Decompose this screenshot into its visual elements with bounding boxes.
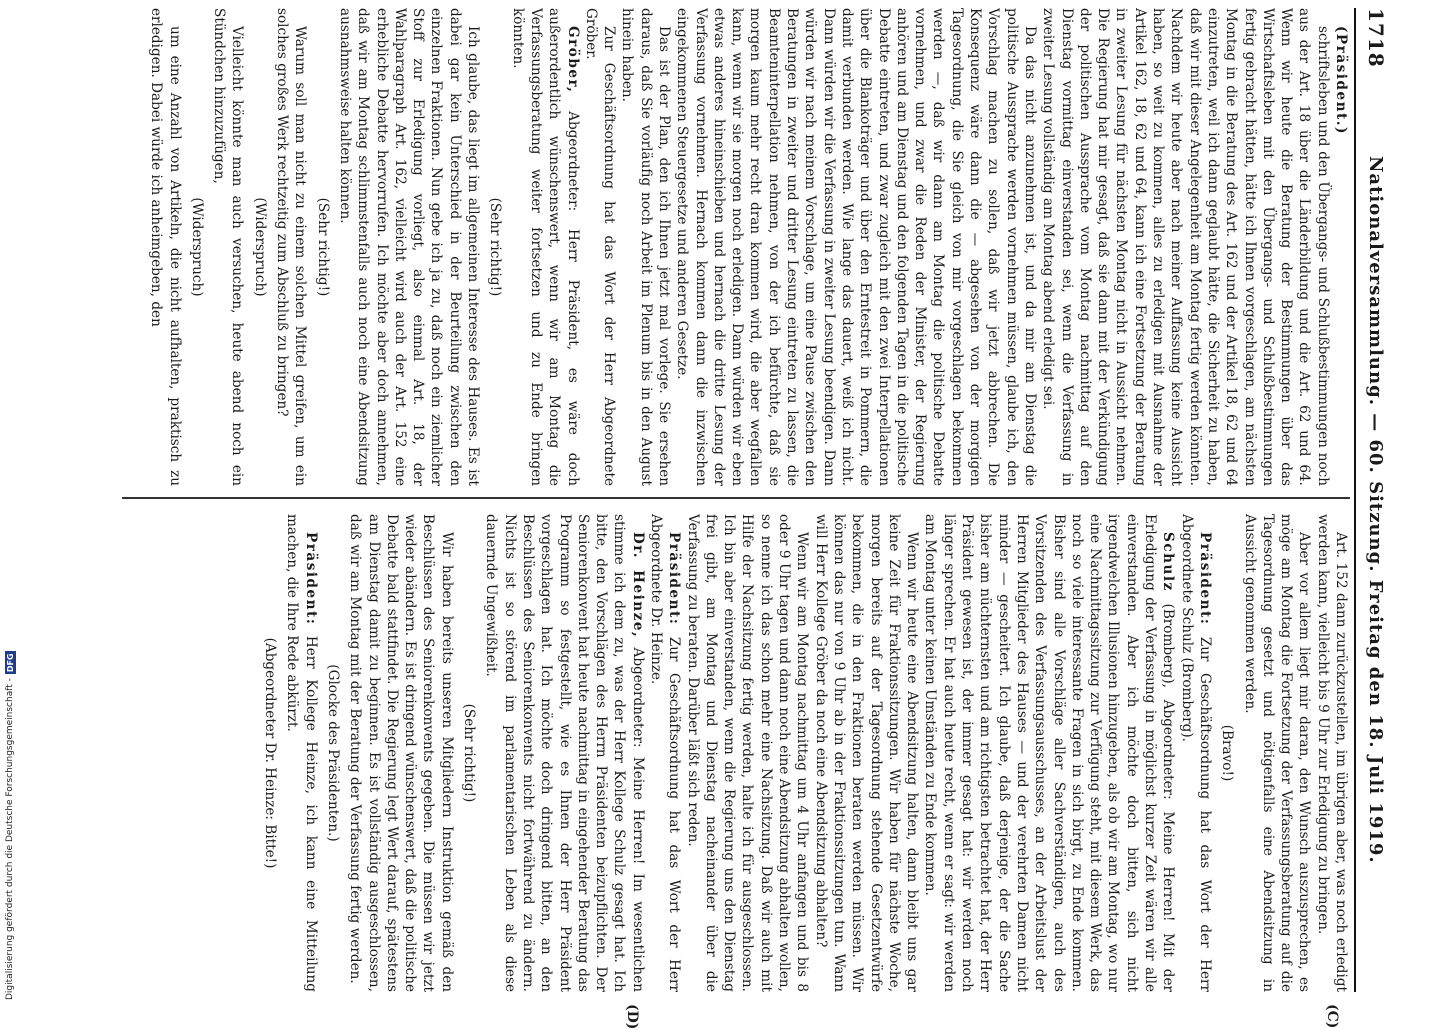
paragraph-text: Abgeordneter: Herr Präsident, es wäre doch außerordentlich wünschenswert, wenn wir am Montag die Verfassungsberatung weiter fortsetzen und zu Ende bringen könnten. <box>509 8 581 486</box>
digitization-credit <box>2 604 18 1000</box>
paragraph-text: Da das nicht anzunehmen ist, und da mir am Dienstag die politische Aussprache werden vornehmen müssen, glaube ich, den Vorschlag machen zu sollen, daß wir jetzt abbrechen. Die Konsequenz wäre dann die — abgesehen von der morgigen Tagesordnung, die Sie gleich von mir vorgeschlagen bekommen werden —, daß wir dann am Montag die politische Debatte vornehmen, und zwar die Reden der Minister, der Regierung anhören und am Dienstag und den folgenden Tagen in die politische Debatte eintreten, und zwar zugleich mit den zwei Interpellationen über die Blankoträger und über den Erntestreit in Pommern, die damit verbunden werden. Wie lange das dauert, weiß ich nicht. Dann würden wir die Verfassung in zweiter Lesung beendigen. Dann würden wir nach meinem Vorschlage, um eine Pause zwischen den Beratungen in zweiter und dritter Lesung eintreten zu lassen, die Beamteninterpellation nehmen, von der ich befürchte, daß sie morgen kaum mehr recht dran kommen wird, die aber wegfallen kann, wenn wir sie morgen noch erledigen. Dann würden wir eben etwas anderes hineinschieben und hernach die dritte Lesung der Verfassung vornehmen. Hernach kommen dann die inzwischen eingekommenen Steuergesetze und anderen Gesetze. <box>674 8 1038 486</box>
speaker-name: Präsident: <box>666 532 683 626</box>
paragraph-text: (Sehr richtig!) <box>461 703 478 803</box>
paragraph-text: Wir haben bereits unseren Mitgliedern Instruktion gemäß den Beschlüssen des Seniorenkonvents gegeben. Die müssen wir jetzt wieder abändern. Es ist dringend wünschenswert, daß die politische Debatte bald stattfindet. Die Regierung legt Wert darauf, spätestens am Dienstag damit zu beginnen. Es ist vollständig ausgeschlossen, daß wir am Montag mit der Beratung der Verfassung fertig werden. <box>347 514 455 992</box>
paragraph-text: Zur Geschäftsordnung hat das Wort der Herr Abgeordnete Schulz (Bromberg). <box>1178 514 1213 992</box>
paragraph <box>210 8 247 486</box>
paragraph <box>261 514 279 992</box>
margin-marker-d: (D) <box>624 1004 640 1029</box>
dfg-logo: DFG <box>5 653 15 673</box>
paragraph-text: (Abgeordneter Dr. Heinze: Bitte!) <box>262 637 279 869</box>
paragraph-text: Aber vor allem liegt mir daran, den Wunsch auszusprechen, es möge am Montag die Fortsetzung der Verfassungsberatung auf die Tagesordnung gesetzt und nötigenfalls eine Abendsitzung in Aussicht genommen werden. <box>1241 514 1313 992</box>
paragraph <box>1218 514 1236 992</box>
paragraph-text: (Bravo!) <box>1219 724 1236 782</box>
paragraph <box>1332 8 1350 486</box>
paragraph-text: (Bromberg), Abgeordneter: Meine Herren! Mit der Erledigung der Verfassung in möglichst kurzer Zeit wären wir alle einverstanden. Aber ich möchte doch bitten, sich nicht irgendwelchen Illusionen hinzugeben, als ob wir am Montag, wo nur eine Nachmittagssitzung zur Verfügung steht, mit diesem Werk, das noch so viele interessante Fragen in sich birgt, zu Ende kommen. Bisher sind alle Vorschläge aller Sachverständigen, auch des Vorsitzenden des Verfassungsausschusses, an der Arbeitslust der Herren Mitglieder des Hauses — und der verehrten Damen nicht minder — gescheitert. Ich glaube, daß derjenige, der die Sache bisher am nüchternsten und am richtigsten betrachtet hat, der Herr Präsident gewesen ist, der immer gesagt hat: wir werden noch länger sprechen. Er hat auch heute recht, wenn er sagt: wir werden am Montag unter keinen Umständen zu Ende kommen. <box>922 514 1177 992</box>
paragraph-text: (Widerspruch) <box>188 197 205 297</box>
paragraph-text: (Glocke des Präsidenten.) <box>324 664 341 842</box>
paragraph <box>336 8 482 486</box>
paragraph-text: schriftsleben und den Übergangs- und Schlußbestimmungen noch aus der Art. 18 über die Länderbildung und die Art. 62 und 64. Wenn wir heute die Beratung der Bestimmungen über das Wirtschaftsleben mit den Übergangs- und Schlußbestimmungen fertig gebracht hätten, hätte ich Ihnen vorgeschlagen, am nächsten Montag in die Beratung des Art. 162 und der Artikel 18, 62 und 64 einzutreten, weil ich dann geglaubt hätte, die Sicherheit zu haben, daß wir mit dieser Angelegenheit am Montag fertig werden könnten. Nachdem wir heute aber nach meiner Auffassung keine Aussicht haben, so weit zu kommen, alles zu erledigen mit Ausnahme der Artikel 162, 18, 62 und 64, kann ich eine Fortsetzung der Beratung in zweiter Lesung für nächsten Montag nicht in Aussicht nehmen. Die Regierung hat mir gesagt, daß sie dann mit der Verkündigung der politischen Aussprache vom Montag nachmittag auf den Dienstag vormittag einverstanden sei, wenn die Verfassung in zweiter Lesung vollständig am Montag abend erledigt sei. <box>1040 8 1331 486</box>
margin-marker-c: (C) <box>1324 1004 1340 1029</box>
paragraph <box>921 514 1177 992</box>
paragraph <box>1313 514 1350 992</box>
paragraph <box>508 8 581 486</box>
paragraph-text: Abgeordneter: Meine Herren! Im wesentlichen stimme ich dem zu, was der Herr Kollege Schulz gesagt hat. Ich bitte, den Vorschlägen des Herrn Präsidenten beizupflichten. Der Seniorenkonvent hat heute nachmittag in eingehender Beratung das Programm so festgestellt, wie es Ihnen der Herr Präsident vorgeschlagen hat. Ich möchte doch dringend bitten, an den Beschlüssen des Seniorenkonvents nicht fortwährend zu ändern. Nichts ist so störend im parlamentarischen Leben als diese dauernde Ungewißheit. <box>483 514 646 992</box>
paragraph-text: Art. 152 dann zurückzustellen, im übrigen aber, was noch erledigt werden kann, vielleicht bis 9 Uhr zur Erledigung zu bringen. <box>1314 514 1349 992</box>
paragraph <box>346 514 456 992</box>
paragraph <box>683 514 811 992</box>
speaker-name: (Präsident.) <box>1333 26 1349 135</box>
page-number: 1718 <box>1364 8 1388 68</box>
paragraph <box>673 8 1039 486</box>
paragraph-text: um eine Anzahl von Artikeln, die nicht aufhalten, praktisch zu erledigen. Dabei würde ich anheimgeben, den <box>148 8 183 486</box>
paragraph-text: Zur Geschäftsordnung hat das Wort der Herr Abgeordnete Dr. Heinze. <box>648 514 683 992</box>
paragraph <box>1240 514 1313 992</box>
paragraph <box>250 8 268 486</box>
page-header <box>1354 8 1396 992</box>
paragraph-text: Das ist der Plan, den ich Ihnen jetzt mal vorlege. Sie ersehen daraus, daß Sie vorläufig noch Arbeit im Plenum bis in den August hinein haben. <box>619 8 673 486</box>
paragraph <box>283 514 320 992</box>
speaker-name: Schulz <box>1160 532 1177 592</box>
text-column-right <box>120 514 1350 992</box>
paragraph <box>486 8 504 486</box>
paragraph <box>482 514 647 992</box>
paragraph <box>188 8 206 486</box>
paragraph <box>313 8 331 486</box>
paragraph-text: Vielleicht könnte man auch versuchen, heute abend noch ein Stündchen hinzuzufügen, <box>211 8 246 486</box>
paragraph-text: Warum soll man nicht zu einem solchen Mittel greifen, um ein solches großes Werk rechtzeitig zum Abschluß zu bringen? <box>274 8 309 486</box>
paragraph <box>1177 514 1214 992</box>
paragraph <box>147 8 184 486</box>
speaker-name: Gröber, <box>564 26 581 94</box>
paragraph <box>273 8 310 486</box>
speaker-name: Dr. Heinze, <box>629 532 646 639</box>
speaker-name: Präsident: <box>1196 532 1213 626</box>
paragraph-text: Herr Kollege Heinze, ich kann eine Mitteilung machen, die Ihre Rede abkürzt. <box>284 514 319 992</box>
paragraph <box>1039 8 1332 486</box>
credit-text: Digitalisierung gefördert durch die Deutsche Forschungsgemeinschaft - <box>5 678 15 1000</box>
text-column-left <box>120 8 1350 486</box>
paragraph-text: Wenn wir am Montag nachmittag um 4 Uhr anfangen und bis 8 oder 9 Uhr tagen und dann noch eine Abendsitzung abhalten wollen, so nenne ich das schon mehr eine Nachsitzung. Daß wir auch mit Hilfe der Nachsitzung fertig werden, halte ich für ausgeschlossen. Ich bin aber einverstanden, wenn die Regierung uns den Dienstag frei gibt, am Montag und Dienstag nacheinander über die Verfassung zu beraten. Darüber läßt sich reden. <box>684 514 811 992</box>
paragraph-text: Ich glaube, das liegt im allgemeinen Interesse des Hauses. Es ist dabei gar kein Unterschied in der Beurteilung zwischen den einzelnen Fraktionen. Nun gebe ich ja zu, daß noch ein ziemlicher Stoff zur Erledigung vorliegt, also einmal Art. 18, der Wahlparagraph Art. 162, vielleicht wird auch der Art. 152 eine erhebliche Debatte hervorrufen. Ich möchte aber doch annehmen, daß wir am Montag schlimmstenfalls auch noch eine Abendsitzung ausnahmsweise halten können. <box>336 8 482 486</box>
column-divider <box>122 497 1350 499</box>
paragraph-text: (Sehr richtig!) <box>487 197 504 297</box>
paragraph <box>582 8 619 486</box>
paragraph-text: Wenn wir heute eine Abendsitzung halten, dann bleibt uns gar keine Zeit für Fraktionssitzungen. Wir haben für nächste Woche, morgen bereits auf der Tagesordnung stehende Gesetzentwürfe bekommen, die in den Fraktionen beraten werden müssen. Wir können das nur von 9 Uhr ab in der Fraktionssitzungen tun. Wann will Herr Kollege Gröber da noch eine Abendsitzung abhalten? <box>812 514 921 992</box>
paragraph <box>460 514 478 992</box>
paragraph <box>647 514 684 992</box>
paragraph <box>324 514 342 992</box>
speaker-name: Präsident: <box>302 532 319 626</box>
document-page <box>106 0 1396 1029</box>
page-title: Nationalversammlung. — 60. Sitzung. Freitag den 18. Juli 1919. <box>1365 155 1387 864</box>
paragraph-text: (Sehr richtig!) <box>314 197 331 297</box>
paragraph-text: Zur Geschäftsordnung hat das Wort der Herr Abgeordnete Gröber. <box>582 8 618 486</box>
paragraph-text: (Widerspruch) <box>251 197 268 297</box>
paragraph <box>811 514 921 992</box>
paragraph <box>618 8 673 486</box>
